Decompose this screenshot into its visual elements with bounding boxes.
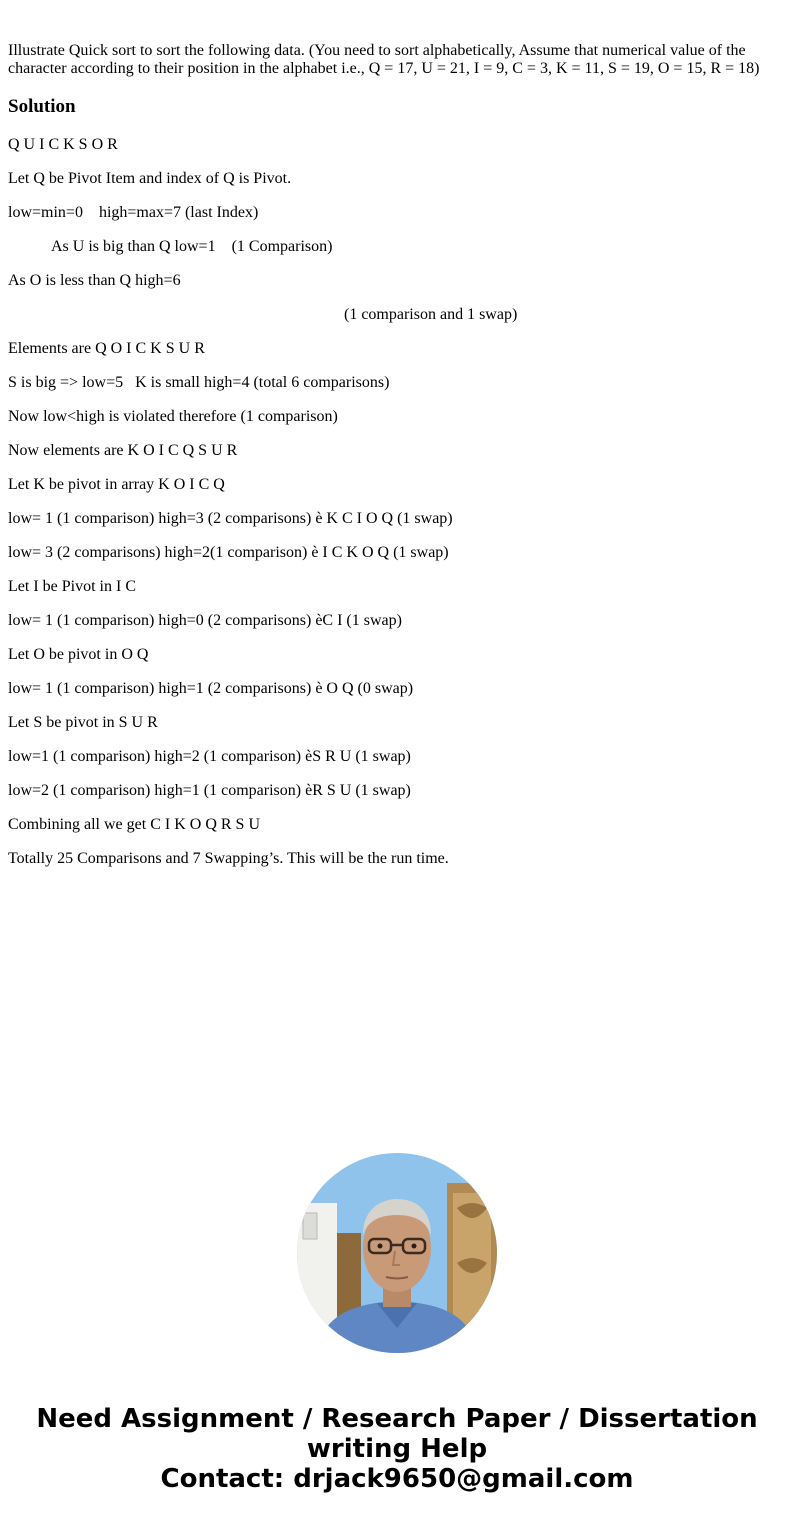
step-line: As O is less than Q high=6 (8, 272, 181, 289)
step-line: Q U I C K S O R (8, 136, 118, 153)
step-line: low=2 (1 comparison) high=1 (1 comparison) èR S U (1 swap) (8, 782, 411, 799)
contact-email: Contact: drjack9650@gmail.com (160, 1464, 634, 1494)
step-line: low= 1 (1 comparison) high=0 (2 comparisons) èC I (1 swap) (8, 612, 402, 629)
solution-heading: Solution (8, 96, 76, 117)
step-line: Let Q be Pivot Item and index of Q is Pivot. (8, 170, 292, 187)
step-line: Totally 25 Comparisons and 7 Swapping’s. This will be the run time. (8, 850, 449, 867)
step-line: (1 comparison and 1 swap) (344, 306, 518, 323)
step-line: low= 3 (2 comparisons) high=2(1 comparison) è I C K O Q (1 swap) (8, 544, 449, 561)
banner-line: writing Help (306, 1434, 488, 1464)
avatar-portrait (297, 1153, 497, 1353)
step-line: low=1 (1 comparison) high=2 (1 comparison) èS R U (1 swap) (8, 748, 411, 765)
step-line: low=min=0 high=max=7 (last Index) (8, 204, 259, 221)
author-avatar (297, 1153, 497, 1353)
step-line: Now elements are K O I C Q S U R (8, 442, 238, 459)
step-line: Now low<high is violated therefore (1 comparison) (8, 408, 338, 425)
contact-banner (0, 1404, 794, 1494)
step-line: low= 1 (1 comparison) high=1 (2 comparisons) è O Q (0 swap) (8, 680, 414, 697)
solution-steps (8, 136, 786, 884)
step-line: Let O be pivot in O Q (8, 646, 149, 663)
step-line: As U is big than Q low=1 (1 Comparison) (51, 238, 333, 255)
step-line: Combining all we get C I K O Q R S U (8, 816, 260, 833)
banner-line: Need Assignment / Research Paper / Dissertation (36, 1404, 758, 1434)
step-line: S is big => low=5 K is small high=4 (total 6 comparisons) (8, 374, 390, 391)
step-line: Elements are Q O I C K S U R (8, 340, 205, 357)
question-text: Illustrate Quick sort to sort the following data. (You need to sort alphabetically, Assume that numerical value of the character according to their position in the alphabet i.e., Q = 17, U = 21, I = 9, C = 3, K = 11, S = 19, O = 15, R = 18) (8, 42, 760, 77)
step-line: Let S be pivot in S U R (8, 714, 158, 731)
step-line: low= 1 (1 comparison) high=3 (2 comparisons) è K C I O Q (1 swap) (8, 510, 453, 527)
step-line: Let I be Pivot in I C (8, 578, 136, 595)
step-line: Let K be pivot in array K O I C Q (8, 476, 225, 493)
